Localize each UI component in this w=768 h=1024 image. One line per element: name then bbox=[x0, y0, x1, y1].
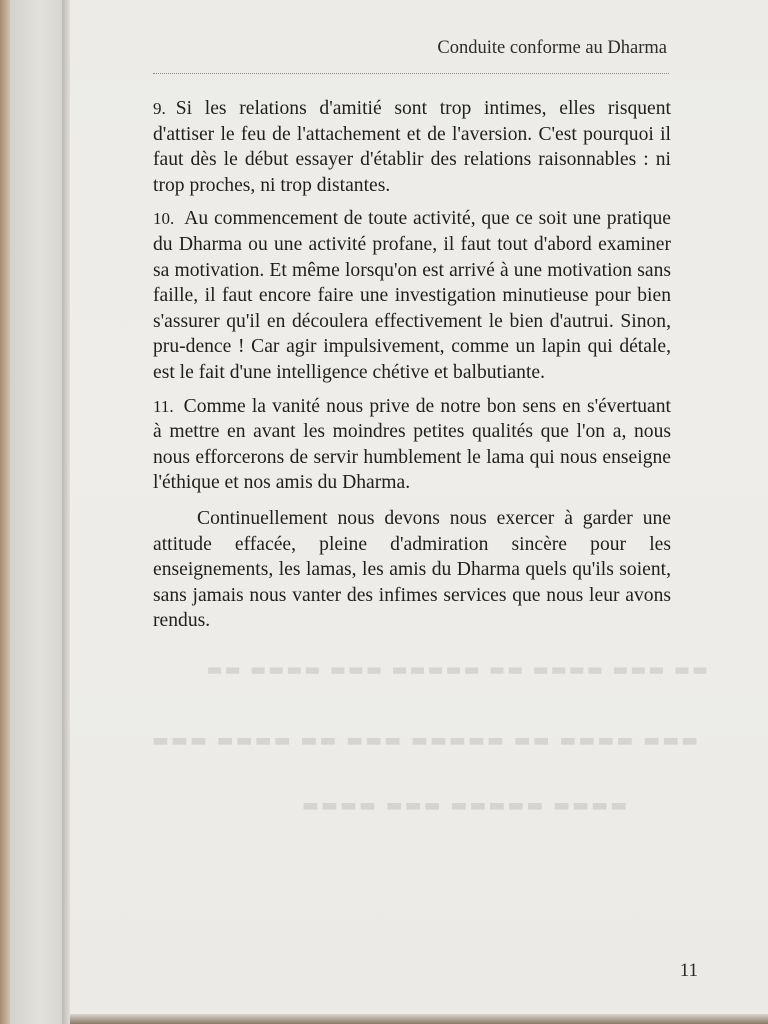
paragraph-number: 9. bbox=[153, 99, 166, 118]
paragraph-number: 11. bbox=[153, 396, 174, 416]
continuation-paragraph: Continuellement nous devons nous exercer à garder une attitude effacée, pleine d'admiration sincère pour les enseignements, les lamas, les amis du Dharma quels qu'ils soient, sans jamais nous vanter des infimes services que nous leur avons rendus. bbox=[153, 507, 671, 632]
paragraph-text: Au commencement de toute activité, que ce soit une pratique du Dharma ou une activité profane, il faut tout d'abord examiner sa motivation. Et même lorsqu'on est arrivé à une motivation sans faille, il faut encore faire une investigation minutieuse pour bien s'assurer qu'il en découlera effectivement le bien d'autrui. Sinon, pru-dence ! Car agir impulsivement, comme un lapin qui détale, est le fait d'une intelligence chétive et balbutiante. bbox=[153, 208, 671, 383]
bleed-through-line: ▬▬▬ ▬▬▬▬ ▬▬ ▬▬▬▬▬ ▬▬▬ ▬▬ ▬▬▬▬ ▬▬▬ bbox=[150, 730, 699, 751]
book-cover-edge bbox=[0, 0, 10, 1024]
page-number: 11 bbox=[679, 960, 698, 981]
paragraph-text: Si les relations d'amitié sont trop intimes, elles risquent d'attiser le feu de l'attachement et de l'aversion. C'est pourquoi il faut dès le début essayer d'établir des relations raisonnables : ni trop proches, ni trop distantes. bbox=[153, 98, 671, 196]
left-page-edge bbox=[0, 0, 66, 1024]
numbered-paragraph bbox=[153, 394, 671, 496]
paragraph-text: Comme la vanité nous prive de notre bon sens en s'évertuant à mettre en avant les moindres petites qualités que l'on a, nous nous efforcerons de servir humblement le lama qui nous enseigne l'éthique et nos amis du Dharma. bbox=[153, 395, 671, 494]
header-rule bbox=[153, 73, 669, 74]
running-head: Conduite conforme au Dharma bbox=[437, 38, 667, 58]
numbered-paragraph bbox=[153, 96, 671, 198]
page-bottom-edge bbox=[70, 1014, 768, 1024]
bleed-through-line: ▬▬▬▬ ▬▬▬▬▬ ▬▬▬ ▬▬▬▬ bbox=[300, 795, 628, 816]
paragraph-number: 10. bbox=[153, 209, 175, 229]
numbered-paragraph bbox=[153, 206, 671, 385]
bleed-through-line: ▬▬ ▬▬▬ ▬▬▬▬ ▬▬ ▬▬▬▬▬ ▬▬▬ ▬▬▬▬ ▬▬ bbox=[204, 660, 708, 680]
page-body bbox=[153, 96, 671, 642]
